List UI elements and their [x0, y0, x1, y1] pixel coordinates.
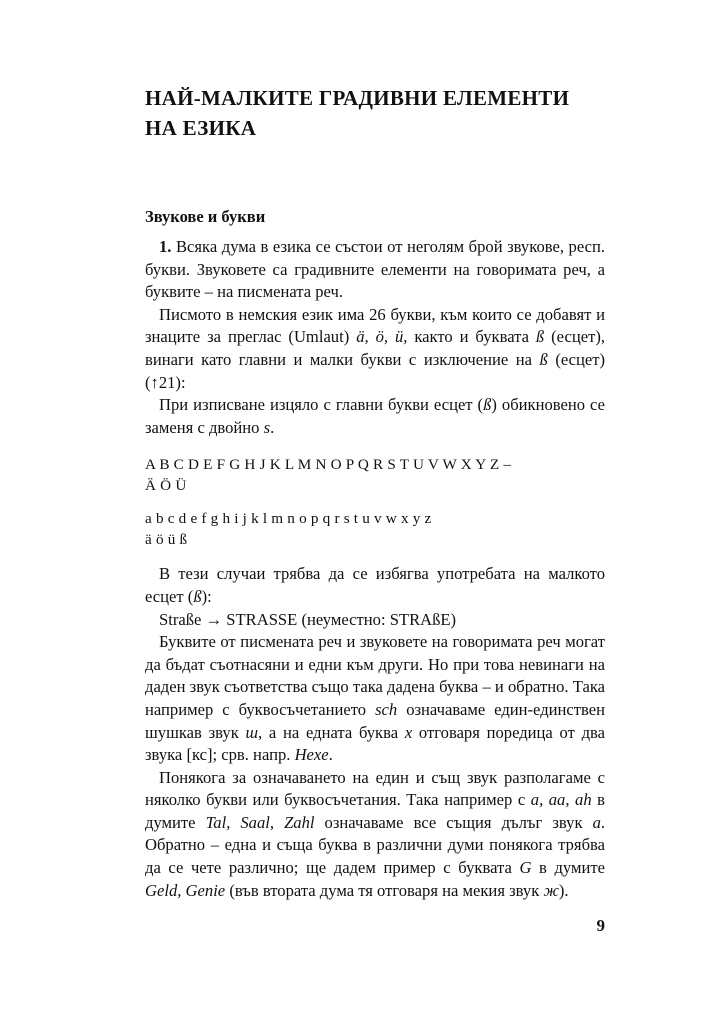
paragraph-6-text-g: ). — [558, 880, 569, 900]
paragraph-2-text-b: както и буквата — [407, 327, 536, 347]
paragraph-5 — [145, 631, 605, 767]
umlaut-letters: ä, ö, ü, — [356, 327, 408, 347]
example-G: G — [519, 858, 532, 878]
paragraph-6-text-d: . Обратно – една и съща буква в различни думи понякога трябва да се чете различно; ще дадем пример с буквата — [145, 812, 606, 878]
example-letters: a, aa, ah — [530, 790, 592, 810]
paragraph-5-text-b: означаваме един-единствен шушкав звук — [145, 699, 605, 742]
eszett-letter: ß — [483, 395, 492, 415]
example-sh-sound: ш — [245, 722, 259, 742]
example-sch: sch — [375, 699, 398, 719]
paragraph-1 — [145, 236, 605, 304]
paragraph-5-text-e: . — [328, 745, 333, 765]
paragraph-2-text-d: (есцет) (↑21): — [145, 349, 606, 392]
section-heading: Звукове и букви — [145, 207, 266, 226]
paragraph-number: 1. — [159, 237, 172, 256]
paragraph-6-text-c: означаваме все същия дълъг звук — [314, 812, 593, 832]
alphabet-lower-line2: ä ö ü ß — [145, 531, 188, 549]
example-hexe: Hexe — [294, 745, 329, 765]
example-geld-genie: Geld, Genie — [145, 880, 226, 900]
paragraph-2-text-a: Писмото в немския език има 26 букви, към които се добавят и знаците за преглас (Umlaut) — [145, 304, 605, 347]
paragraph-4 — [145, 563, 605, 608]
paragraph-3 — [145, 394, 605, 439]
alphabet-block — [145, 454, 605, 550]
paragraph-5-text-c: , а на едната буква — [258, 722, 405, 742]
paragraph-5-text-d: отговаря поредица от два звука [кс]; срв. напр. — [145, 722, 605, 765]
paragraph-4-text-a: В тези случаи трябва да се избягва употребата на малкото есцет ( — [145, 564, 605, 606]
chapter-title-line2: НА ЕЗИКА — [145, 116, 257, 140]
paragraph-3-text-b: ) обикновено се заменя с двойно — [145, 395, 605, 437]
example-words: Tal, Saal, Zahl — [205, 812, 315, 832]
example-a-sound: а — [592, 812, 601, 832]
paragraph-6 — [145, 767, 605, 903]
paragraph-2-text-c: (есцет), винаги като главни и малки букви с изключение на — [145, 327, 605, 369]
paragraph-6-text-f: (във втората дума тя отговаря на мекия звук — [225, 880, 544, 900]
paragraph-6-text-a: Понякога за означаването на един и същ звук разполагаме с няколко букви или буквосъчетания. Така например с — [145, 767, 605, 810]
paragraph-6-text-e: в думите — [531, 858, 605, 878]
paragraph-3-text-c: . — [270, 417, 275, 437]
eszett-letter: ß — [539, 349, 548, 369]
paragraph-5-text-a: Буквите от писмената реч и звуковете на говоримата реч могат да бъдат съотнасяни и едни към други. Но при това невинаги на даден звук съответства също така дадена буква – и обратно. Така например с буквосъчетанието — [145, 632, 605, 719]
alphabet-upper-line1: A B C D E F G H J K L M N O P Q R S T U V W X Y Z – — [145, 456, 512, 474]
eszett-letter: ß — [193, 586, 202, 606]
letter-s: s — [263, 417, 271, 437]
book-page — [145, 0, 605, 1024]
alphabet-lower-line1: a b c d e f g h i j k l m n o p q r s t u v w x y z — [145, 510, 432, 528]
example-line: Straße → STRASSE (неуместно: STRAßE) — [159, 609, 457, 629]
example-x: x — [404, 722, 413, 742]
paragraph-1-text: Всяка дума в езика се състои от неголям брой звукове, респ. букви. Звуковете са градивните елементи на говоримата реч, а буквите – на писмената реч. — [145, 237, 605, 302]
page-number: 9 — [596, 916, 605, 935]
eszett-letter: ß — [535, 327, 545, 347]
alphabet-upper-line2: Ä Ö Ü — [145, 477, 187, 495]
paragraph-6-text-b: в думите — [145, 790, 606, 832]
chapter-title-line1: НАЙ-МАЛКИТЕ ГРАДИВНИ ЕЛЕМЕНТИ — [145, 86, 570, 110]
chapter-title — [145, 83, 605, 143]
paragraph-3-text-a: При изписване изцяло с главни букви есцет ( — [159, 395, 484, 415]
paragraph-2 — [145, 304, 605, 394]
body-text — [145, 236, 605, 902]
example-zh-sound: ж — [543, 880, 559, 900]
paragraph-4-text-b: ): — [201, 586, 212, 606]
